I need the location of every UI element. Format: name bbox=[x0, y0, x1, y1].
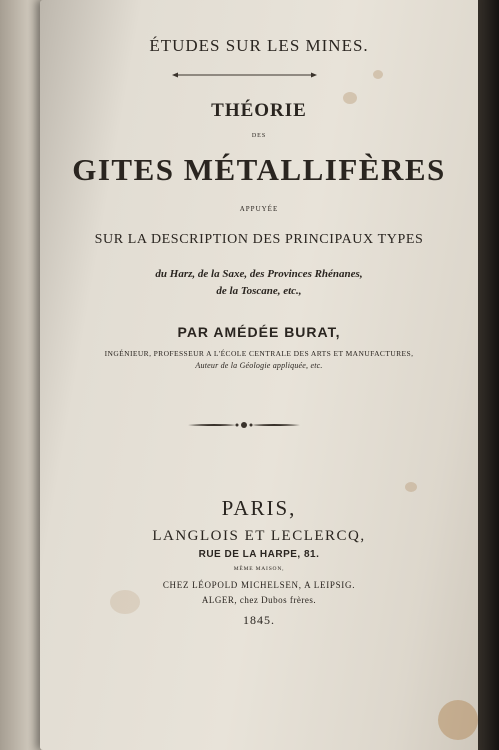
publisher-address: RUE DE LA HARPE, 81. bbox=[198, 549, 320, 560]
author-works: Auteur de la Géologie appliquée, etc. bbox=[195, 361, 323, 370]
dark-background bbox=[475, 0, 499, 750]
foxing-spot bbox=[405, 482, 417, 492]
appuyee-word: APPUYÉE bbox=[239, 205, 279, 213]
author-title: INGÉNIEUR, PROFESSEUR A L'ÉCOLE CENTRALE DES ARTS ET MANUFACTURES, bbox=[104, 349, 414, 358]
main-title: GITES MÉTALLIFÈRES bbox=[72, 152, 446, 187]
city: PARIS, bbox=[221, 496, 297, 520]
regions-line-2: de la Toscane, etc., bbox=[216, 285, 302, 297]
theorie-heading: THÉORIE bbox=[211, 100, 307, 121]
foxing-spot bbox=[373, 70, 383, 79]
decorative-ornament bbox=[188, 420, 300, 430]
author-name: PAR AMÉDÉE BURAT, bbox=[177, 324, 341, 340]
subtitle: SUR LA DESCRIPTION DES PRINCIPAUX TYPES bbox=[94, 232, 424, 247]
ornamental-rule bbox=[172, 72, 317, 78]
des-word: DES bbox=[251, 133, 267, 139]
publisher: LANGLOIS ET LECLERCQ, bbox=[152, 528, 366, 544]
regions-line-1: du Harz, de la Saxe, des Provinces Rhénanes, bbox=[155, 268, 363, 280]
meme-maison: MÊME MAISON, bbox=[233, 566, 285, 572]
alger-branch: ALGER, chez Dubos frères. bbox=[201, 595, 317, 605]
series-title: ÉTUDES SUR LES MINES. bbox=[149, 36, 369, 55]
publication-year: 1845. bbox=[243, 613, 275, 627]
foxing-spot bbox=[438, 700, 478, 740]
leipsig-branch: CHEZ LÉOPOLD MICHELSEN, A LEIPSIG. bbox=[162, 580, 356, 590]
